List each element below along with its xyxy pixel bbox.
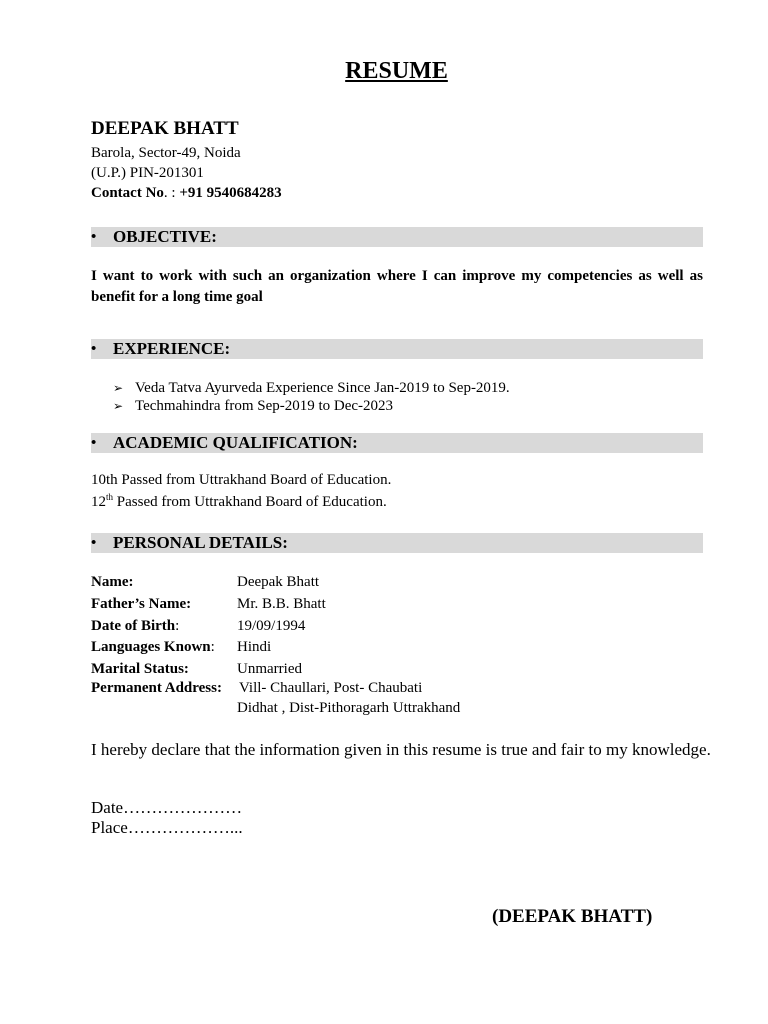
address-line-1: Barola, Sector-49, Noida xyxy=(91,145,241,161)
section-heading: PERSONAL DETAILS: xyxy=(113,533,288,552)
personal-key-name: Name: xyxy=(91,574,134,590)
section-heading: ACADEMIC QUALIFICATION: xyxy=(113,433,358,452)
bullet-icon: • xyxy=(91,435,97,451)
personal-key-colon: : xyxy=(210,639,215,655)
personal-value-name: Deepak Bhatt xyxy=(237,574,320,590)
arrow-bullet-icon: ➢ xyxy=(113,381,124,395)
academic-line-2-text: Passed from Uttrakhand Board of Education. xyxy=(113,494,387,510)
academic-line-2 xyxy=(91,492,387,511)
personal-key-colon: : xyxy=(175,618,180,634)
section-objective xyxy=(91,227,703,247)
bullet-icon: • xyxy=(91,535,97,551)
contact-label: Contact No xyxy=(91,185,164,201)
place-line: Place………………... xyxy=(91,818,243,837)
section-heading: OBJECTIVE: xyxy=(113,227,217,246)
contact-separator: . : xyxy=(163,185,180,201)
contact-line xyxy=(91,185,282,202)
section-academic xyxy=(91,433,703,453)
date-line: Date………………… xyxy=(91,798,243,817)
academic-line-1: 10th Passed from Uttrakhand Board of Education. xyxy=(91,472,392,488)
personal-key-father: Father’s Name: xyxy=(91,596,192,612)
address-line-2: (U.P.) PIN-201301 xyxy=(91,165,204,181)
personal-value-father: Mr. B.B. Bhatt xyxy=(237,596,326,612)
contact-number: +91 9540684283 xyxy=(179,185,282,201)
personal-value-address-1: Vill- Chaullari, Post- Chaubati xyxy=(239,680,423,696)
signature-name: (DEEPAK BHATT) xyxy=(492,906,653,927)
experience-item xyxy=(113,380,510,397)
personal-value-address-2: Didhat , Dist-Pithoragarh Uttrakhand xyxy=(237,700,461,716)
personal-value-dob: 19/09/1994 xyxy=(237,618,306,634)
experience-item xyxy=(113,398,393,415)
objective-text: I want to work with such an organization where I can improve my competencies as well as benefit for a long time goal xyxy=(91,268,703,305)
section-experience xyxy=(91,339,703,359)
personal-key-languages xyxy=(91,639,215,656)
declaration-text: I hereby declare that the information given in this resume is true and fair to my knowledge. xyxy=(91,740,711,759)
personal-value-marital: Unmarried xyxy=(237,661,302,677)
document-title: RESUME xyxy=(345,58,448,84)
academic-grade: 12 xyxy=(91,494,106,510)
candidate-name: DEEPAK BHATT xyxy=(91,118,239,139)
personal-key-languages-text: Languages Known xyxy=(91,639,211,655)
experience-text: Techmahindra from Sep-2019 to Dec-2023 xyxy=(135,398,394,414)
arrow-bullet-icon: ➢ xyxy=(113,399,124,413)
personal-key-address: Permanent Address: xyxy=(91,680,222,696)
section-heading: EXPERIENCE: xyxy=(113,339,231,358)
academic-grade-suffix: th xyxy=(106,492,114,502)
personal-value-languages: Hindi xyxy=(237,639,272,655)
personal-key-dob-text: Date of Birth xyxy=(91,618,176,634)
section-personal xyxy=(91,533,703,553)
personal-key-dob xyxy=(91,618,179,635)
experience-text: Veda Tatva Ayurveda Experience Since Jan-2019 to Sep-2019. xyxy=(135,380,510,396)
personal-key-marital: Marital Status: xyxy=(91,661,189,677)
bullet-icon: • xyxy=(91,229,97,245)
bullet-icon: • xyxy=(91,341,97,357)
